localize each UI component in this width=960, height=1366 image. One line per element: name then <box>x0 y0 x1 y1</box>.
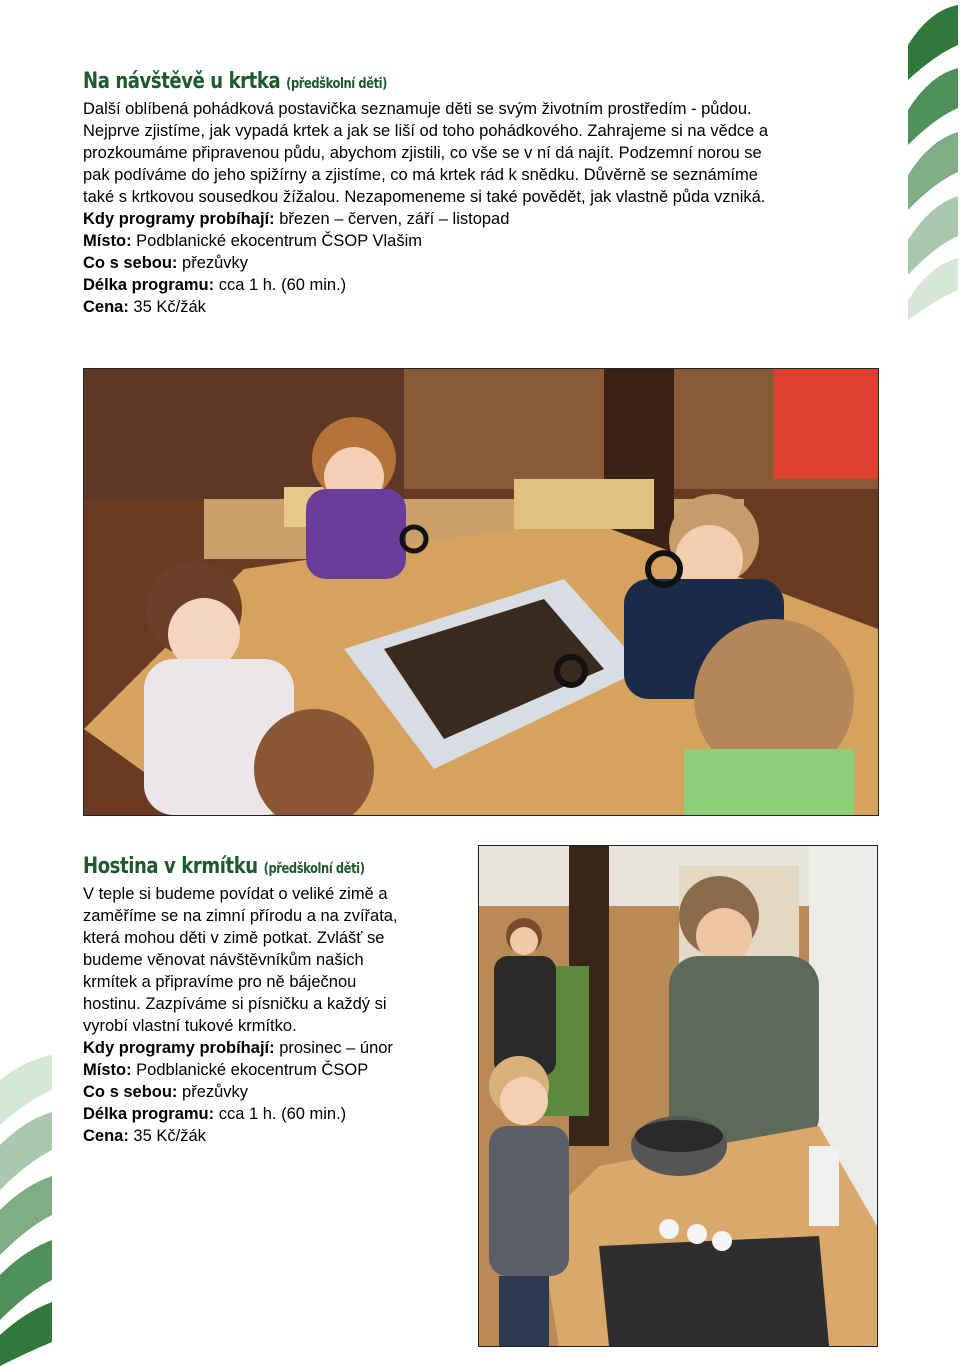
info-label: Délka programu: <box>83 276 215 294</box>
paragraph-line: prozkoumáme připravenou půdu, abychom zjistili, co vše se v ní dá najít. Podzemní norou se <box>83 144 762 162</box>
info-label: Kdy programy probíhají: <box>83 210 275 228</box>
info-block <box>83 1037 463 1147</box>
paragraph-line: která mohou děti v zimě potkat. Zvlášť se <box>83 929 385 947</box>
info-label: Co s sebou: <box>83 254 178 272</box>
info-value: prosinec – únor <box>274 1039 393 1057</box>
info-price <box>83 296 893 318</box>
info-value: cca 1 h. (60 min.) <box>214 276 347 294</box>
section-paragraph <box>83 883 463 1037</box>
paragraph-line: krmítek a připravíme pro ně báječnou <box>83 973 357 991</box>
info-label: Cena: <box>83 1127 129 1145</box>
section-subtitle: (předškolní děti) <box>263 861 365 877</box>
info-bring <box>83 252 893 274</box>
info-label: Místo: <box>83 232 132 250</box>
section-hostina-v-krmitku <box>83 853 463 1147</box>
info-value: cca 1 h. (60 min.) <box>214 1105 347 1123</box>
paragraph-line: pak podíváme do jeho spižírny a zjistíme, co má krtek rád k snědku. Důvěrně se seznámíme <box>83 166 758 184</box>
info-value: březen – červen, září – listopad <box>274 210 510 228</box>
info-label: Kdy programy probíhají: <box>83 1039 275 1057</box>
info-bring <box>83 1081 463 1103</box>
leaf-decoration-top-right <box>900 0 960 320</box>
paragraph-line: také s krtkovou sousedkou žížalou. Nezapomeneme si také povědět, jak vlastně půda vzniká. <box>83 188 766 206</box>
info-label: Délka programu: <box>83 1105 215 1123</box>
paragraph-line: Nejprve zjistíme, jak vypadá krtek a jak se liší od toho pohádkového. Zahrajeme si na vědce a <box>83 122 769 140</box>
paragraph-line: vyrobí vlastní tukové krmítko. <box>83 1017 297 1035</box>
info-place <box>83 1059 463 1081</box>
info-value: přezůvky <box>177 1083 249 1101</box>
info-label: Cena: <box>83 298 129 316</box>
section-paragraph <box>83 98 893 208</box>
section-subtitle: (předškolní děti) <box>286 76 388 92</box>
paragraph-line: budeme věnovat návštěvníkům našich <box>83 951 364 969</box>
paragraph-line: Další oblíbená pohádková postavička seznamuje děti se svým životním prostředím - půdou. <box>83 100 752 118</box>
paragraph-line: zaměříme se na zimní přírodu a na zvířata, <box>83 907 398 925</box>
info-label: Co s sebou: <box>83 1083 178 1101</box>
info-when <box>83 1037 463 1059</box>
section-na-navsteve-u-krtka <box>83 68 893 318</box>
info-value: 35 Kč/žák <box>128 298 206 316</box>
info-place <box>83 230 893 252</box>
info-when <box>83 208 893 230</box>
info-price <box>83 1125 463 1147</box>
leaf-decoration-bottom-left <box>0 1050 60 1366</box>
info-value: Podblanické ekocentrum ČSOP <box>131 1061 369 1079</box>
paragraph-line: hostinu. Zazpíváme si písničku a každý si <box>83 995 387 1013</box>
section-title-text: Na návštěvě u krtka <box>83 69 281 94</box>
paragraph-line: V teple si budeme povídat o veliké zimě a <box>83 885 388 903</box>
section-title-text: Hostina v krmítku <box>83 854 258 879</box>
info-duration <box>83 1103 463 1125</box>
info-label: Místo: <box>83 1061 132 1079</box>
info-value: Podblanické ekocentrum ČSOP Vlašim <box>131 232 422 250</box>
photo-children-exploring-soil <box>83 368 879 816</box>
section-title <box>83 853 395 883</box>
info-value: přezůvky <box>177 254 249 272</box>
info-value: 35 Kč/žák <box>128 1127 206 1145</box>
photo-making-bird-feeders <box>478 845 878 1347</box>
info-block <box>83 208 893 318</box>
section-title <box>83 68 747 98</box>
info-duration <box>83 274 893 296</box>
